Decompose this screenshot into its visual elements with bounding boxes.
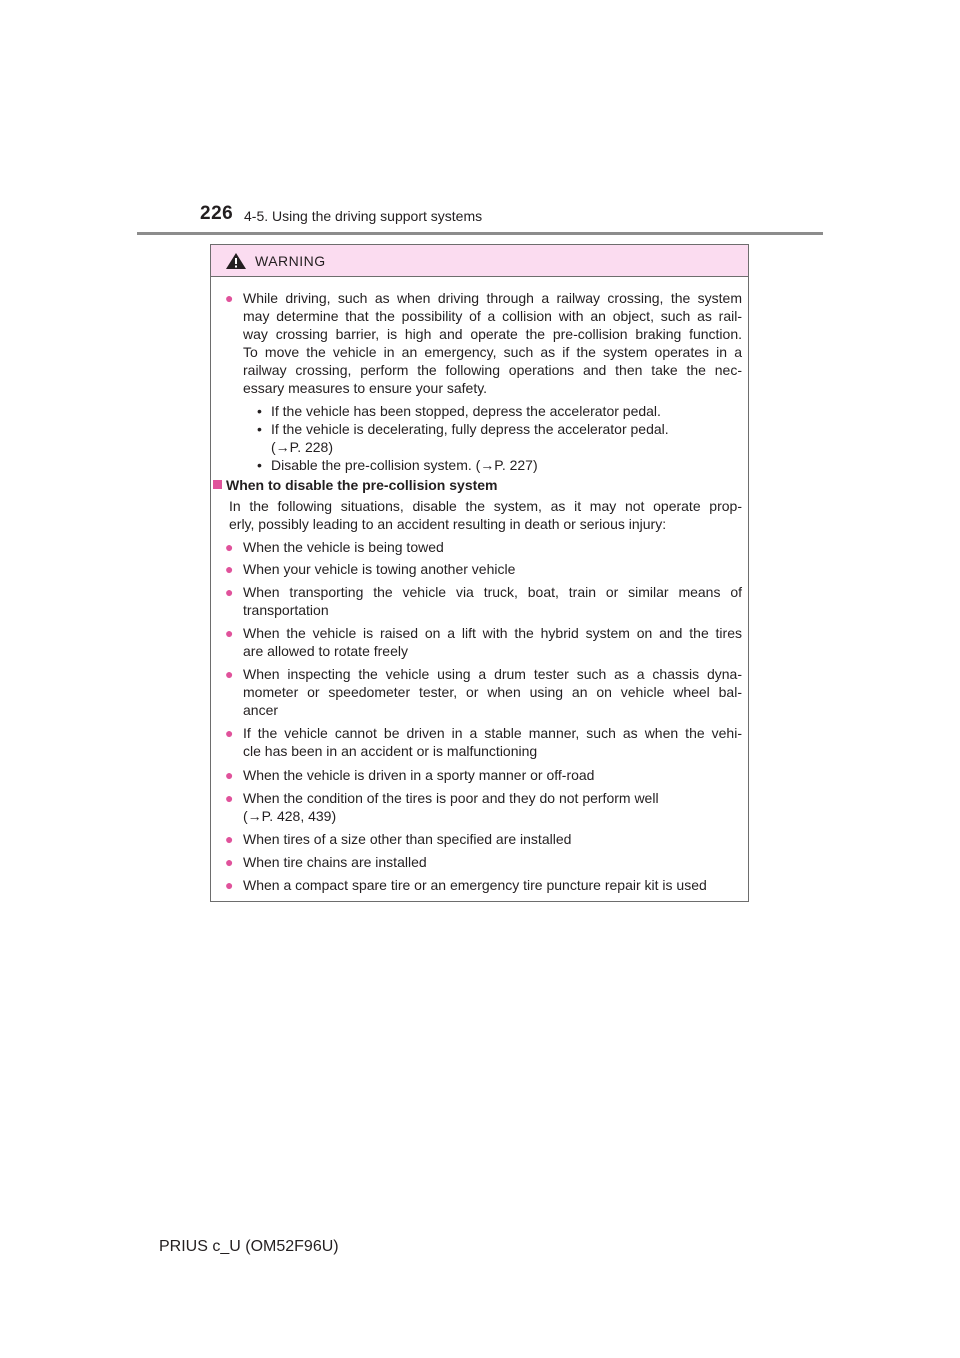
list-item xyxy=(225,538,742,556)
text-line: essary measures to ensure your safety. xyxy=(243,380,488,396)
text-line: When tires of a size other than specified are installed xyxy=(243,831,572,847)
bullet-dot: ● xyxy=(225,666,234,682)
bullet-dot: ● xyxy=(225,290,234,306)
text-line: While driving, such as when driving through a railway crossing, the system xyxy=(243,290,742,306)
text-line: When the condition of the tires is poor and they do not perform well xyxy=(243,790,659,806)
item-text xyxy=(243,538,742,556)
bullet-dot: ● xyxy=(225,831,234,847)
list-item xyxy=(225,830,742,848)
sub-bullet: • xyxy=(257,403,262,419)
item-text xyxy=(243,789,742,825)
list-item xyxy=(225,724,742,760)
item-text xyxy=(243,624,742,660)
warning-header xyxy=(211,245,748,277)
subsection-intro xyxy=(229,497,742,533)
operation-item xyxy=(257,402,742,420)
list-item xyxy=(225,560,742,578)
bullet-dot: ● xyxy=(225,539,234,555)
list-item xyxy=(225,766,742,784)
square-bullet-icon xyxy=(213,480,222,489)
item-text xyxy=(243,583,742,619)
text-line: When the vehicle is being towed xyxy=(243,539,444,555)
text-line: (→P. 228) xyxy=(271,439,333,455)
page-header xyxy=(200,203,840,231)
text-line: ancer xyxy=(243,702,279,718)
item-text xyxy=(243,665,742,719)
header-divider xyxy=(137,232,823,235)
warning-box xyxy=(210,244,749,902)
text-line: may determine that the possibility of a collision with an object, such as rail- xyxy=(243,308,742,324)
section-title: 4-5. Using the driving support systems xyxy=(244,208,483,224)
list-item xyxy=(225,853,742,871)
list-item xyxy=(225,624,742,660)
text-line: If the vehicle cannot be driven in a stable manner, such as when the vehi- xyxy=(243,725,742,741)
text-line: When transporting the vehicle via truck, boat, train or similar means of xyxy=(243,584,742,600)
intro-text xyxy=(243,289,742,397)
bullet-dot: ● xyxy=(225,790,234,806)
text-line: When a compact spare tire or an emergency tire puncture repair kit is used xyxy=(243,877,707,893)
text-line: cle has been in an accident or is malfunctioning xyxy=(243,743,538,759)
warning-label: WARNING xyxy=(255,253,326,269)
text-line: When your vehicle is towing another vehicle xyxy=(243,561,516,577)
warning-triangle-icon xyxy=(225,252,247,270)
bullet-dot: ● xyxy=(225,625,234,641)
text-line: Disable the pre-collision system. (→P. 227) xyxy=(271,457,538,473)
sub-bullet: • xyxy=(257,421,262,437)
text-line: In the following situations, disable the system, as it may not operate prop- xyxy=(229,498,742,514)
text-line: If the vehicle is decelerating, fully depress the accelerator pedal. xyxy=(271,421,669,437)
list-item xyxy=(225,789,742,825)
bullet-dot: ● xyxy=(225,561,234,577)
item-text xyxy=(243,876,742,894)
item-text xyxy=(243,724,742,760)
item-text xyxy=(243,560,742,578)
bullet-dot: ● xyxy=(225,767,234,783)
text-line: mometer or speedometer tester, or when using an on vehicle wheel bal- xyxy=(243,684,742,700)
text-line: When the vehicle is driven in a sporty manner or off-road xyxy=(243,767,595,783)
bullet-dot: ● xyxy=(225,725,234,741)
subsection-heading-text: When to disable the pre-collision system xyxy=(226,477,498,493)
list-item xyxy=(225,876,742,894)
text-line: (→P. 428, 439) xyxy=(243,808,337,824)
list-item xyxy=(225,583,742,619)
operation-item xyxy=(257,420,742,456)
bullet-dot: ● xyxy=(225,877,234,893)
operation-list xyxy=(257,402,742,474)
bullet-dot: ● xyxy=(225,584,234,600)
text-line: When the vehicle is raised on a lift with the hybrid system on and the tires xyxy=(243,625,742,641)
warning-body xyxy=(211,276,748,901)
sub-bullet: • xyxy=(257,457,262,473)
item-text xyxy=(243,830,742,848)
text-line: way crossing barrier, is high and operate the pre-collision braking function. xyxy=(243,326,742,342)
text-line: railway crossing, perform the following operations and then take the nec- xyxy=(243,362,742,378)
page-number: 226 xyxy=(200,203,234,224)
item-text xyxy=(243,853,742,871)
warning-intro-item xyxy=(225,289,742,397)
text-line: To move the vehicle in an emergency, such as if the system operates in a xyxy=(243,344,742,360)
text-line: transportation xyxy=(243,602,329,618)
text-line: erly, possibly leading to an accident resulting in death or serious injury: xyxy=(229,516,667,532)
footer-model: PRIUS c_U (OM52F96U) xyxy=(159,1238,339,1255)
list-item xyxy=(225,665,742,719)
text-line: If the vehicle has been stopped, depress the accelerator pedal. xyxy=(271,403,661,419)
text-line: are allowed to rotate freely xyxy=(243,643,408,659)
item-text xyxy=(243,766,742,784)
subsection-heading xyxy=(213,476,742,494)
text-line: When tire chains are installed xyxy=(243,854,427,870)
text-line: When inspecting the vehicle using a drum tester such as a chassis dyna- xyxy=(243,666,742,682)
operation-item xyxy=(257,456,742,474)
bullet-dot: ● xyxy=(225,854,234,870)
